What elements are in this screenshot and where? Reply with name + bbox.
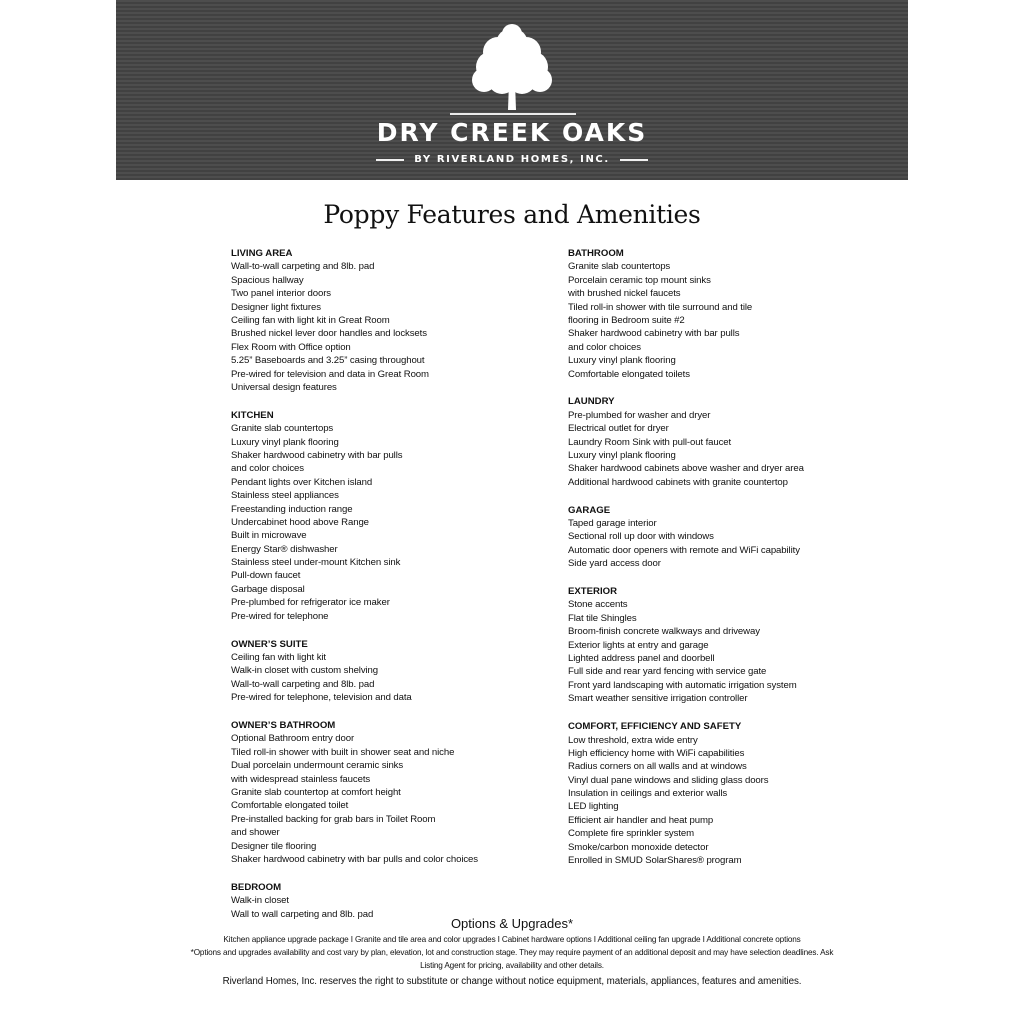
feature-item: Porcelain ceramic top mount sinks	[568, 274, 711, 286]
feature-item: Flat tile Shingles	[568, 612, 637, 624]
feature-item: Wall-to-wall carpeting and 8lb. pad	[231, 261, 375, 273]
feature-item: Comfortable elongated toilet	[231, 800, 349, 812]
feature-item: Sectional roll up door with windows	[568, 531, 714, 543]
feature-item: 5.25” Baseboards and 3.25” casing throughout	[231, 355, 425, 367]
subtitle-dash-right	[620, 159, 648, 161]
section-heading: LIVING AREA	[231, 248, 293, 259]
feature-item: Stone accents	[568, 599, 628, 611]
feature-section	[231, 719, 551, 866]
feature-item: Walk-in closet	[231, 895, 289, 907]
feature-item: Enrolled in SMUD SolarShares® program	[568, 855, 742, 867]
feature-item: Granite slab countertops	[231, 423, 334, 435]
feature-item: and color choices	[231, 463, 304, 475]
feature-item: Energy Star® dishwasher	[231, 543, 338, 555]
options-title: Options & Upgrades*	[450, 916, 574, 931]
features-right-column	[568, 247, 898, 882]
feature-item: Luxury vinyl plank flooring	[568, 355, 676, 367]
feature-item: Two panel interior doors	[231, 288, 331, 300]
feature-item: Pull-down faucet	[231, 570, 301, 582]
brand-name: DRY CREEK OAKS	[376, 118, 648, 147]
feature-item: Pre-wired for telephone	[231, 610, 329, 622]
feature-item: Tiled roll-in shower with built in shower seat and niche	[231, 746, 455, 758]
feature-item: Smart weather sensitive irrigation controller	[568, 693, 748, 705]
feature-item: Built in microwave	[231, 530, 307, 542]
feature-item: Designer tile flooring	[231, 840, 317, 852]
options-note: *Options and upgrades availability and cost vary by plan, elevation, lot and construction stage. They may require payment of an additional deposit and may have selection deadlines. Ask Listing Agent for pricing, availability and other details.	[190, 948, 834, 970]
disclaimer: Riverland Homes, Inc. reserves the right to substitute or change without notice equipment, materials, appliances, features and amenities.	[222, 976, 802, 987]
feature-item: Side yard access door	[568, 558, 661, 570]
feature-item: Stainless steel under-mount Kitchen sink	[231, 557, 401, 569]
feature-item: Optional Bathroom entry door	[231, 733, 355, 745]
section-heading: LAUNDRY	[568, 396, 615, 408]
section-heading: KITCHEN	[231, 409, 274, 421]
feature-item: Ceiling fan with light kit in Great Room	[231, 314, 390, 326]
feature-item: Flex Room with Office option	[231, 341, 351, 353]
section-heading: GARAGE	[568, 504, 611, 516]
feature-item: Granite slab countertops	[568, 261, 671, 273]
feature-item: Universal design features	[231, 381, 337, 393]
feature-item: Electrical outlet for dryer	[568, 423, 669, 435]
feature-item: Broom-finish concrete walkways and driveway	[568, 626, 760, 638]
feature-item: Pendant lights over Kitchen island	[231, 476, 373, 488]
feature-item: Shaker hardwood cabinetry with bar pulls	[568, 328, 740, 340]
feature-item: Freestanding induction range	[231, 503, 353, 515]
feature-item: Luxury vinyl plank flooring	[231, 436, 339, 448]
feature-item: Shaker hardwood cabinetry with bar pulls and color choices	[231, 853, 478, 865]
feature-section	[568, 395, 898, 489]
feature-item: Exterior lights at entry and garage	[568, 639, 709, 651]
feature-section	[568, 247, 898, 381]
feature-item: Taped garage interior	[568, 518, 657, 530]
feature-section	[231, 881, 551, 921]
feature-section	[568, 504, 898, 571]
feature-item: Pre-plumbed for refrigerator ice maker	[231, 597, 390, 609]
feature-item: Tiled roll-in shower with tile surround and tile	[568, 301, 753, 313]
feature-item: Brushed nickel lever door handles and locksets	[231, 328, 427, 340]
feature-item: Lighted address panel and doorbell	[568, 653, 715, 665]
feature-item: Garbage disposal	[231, 583, 305, 595]
features-left-column	[231, 247, 551, 935]
feature-item: Wall-to-wall carpeting and 8lb. pad	[231, 678, 375, 690]
feature-item: Designer light fixtures	[231, 301, 321, 313]
feature-item: Dual porcelain undermount ceramic sinks	[231, 760, 404, 772]
section-heading: COMFORT, EFFICIENCY AND SAFETY	[568, 721, 742, 733]
feature-item: Front yard landscaping with automatic irrigation system	[568, 679, 797, 691]
feature-item: Stainless steel appliances	[231, 490, 339, 502]
feature-section	[231, 409, 551, 623]
feature-section	[568, 720, 898, 867]
feature-item: Luxury vinyl plank flooring	[568, 449, 676, 461]
feature-item: Undercabinet hood above Range	[231, 516, 369, 528]
feature-item: Pre-wired for television and data in Great Room	[231, 368, 429, 380]
feature-item: LED lighting	[568, 801, 619, 813]
feature-item: Spacious hallway	[231, 274, 304, 286]
feature-item: Pre-installed backing for grab bars in Toilet Room	[231, 813, 436, 825]
feature-item: Laundry Room Sink with pull-out faucet	[568, 436, 732, 448]
feature-item: Vinyl dual pane windows and sliding glass doors	[568, 774, 769, 786]
feature-item: Ceiling fan with light kit	[231, 651, 326, 663]
brand-subtitle: BY RIVERLAND HOMES, INC.	[414, 154, 610, 165]
feature-item: Pre-plumbed for washer and dryer	[568, 409, 711, 421]
section-heading: BEDROOM	[231, 881, 282, 893]
page-title: Poppy Features and Amenities	[323, 200, 701, 229]
feature-item: Wall to wall carpeting and 8lb. pad	[231, 908, 374, 920]
feature-section	[568, 585, 898, 706]
feature-item: Low threshold, extra wide entry	[568, 734, 698, 746]
feature-item: Shaker hardwood cabinetry with bar pulls	[231, 449, 403, 461]
brand-subtitle-row	[116, 154, 908, 165]
feature-item: Granite slab countertop at comfort height	[231, 786, 401, 798]
options-list: Kitchen appliance upgrade package I Granite and tile area and color upgrades I Cabinet hardware options I Additional ceiling fan upgrade I Additional concrete options	[223, 935, 801, 944]
feature-section	[231, 638, 551, 705]
feature-item: Radius corners on all walls and at windows	[568, 761, 747, 773]
feature-item: Automatic door openers with remote and WiFi capability	[568, 544, 800, 556]
feature-item: Additional hardwood cabinets with granite countertop	[568, 476, 788, 488]
subtitle-dash-left	[376, 159, 404, 161]
section-heading: OWNER’S BATHROOM	[231, 720, 336, 731]
feature-item: Efficient air handler and heat pump	[568, 814, 714, 826]
feature-item: Shaker hardwood cabinets above washer and dryer area	[568, 463, 804, 475]
section-heading: EXTERIOR	[568, 586, 618, 598]
feature-item: Smoke/carbon monoxide detector	[568, 841, 709, 853]
feature-item: Comfortable elongated toilets	[568, 368, 690, 380]
feature-item: Full side and rear yard fencing with service gate	[568, 666, 767, 678]
feature-item: and shower	[231, 827, 280, 839]
section-heading: BATHROOM	[568, 248, 624, 259]
feature-section	[231, 247, 551, 394]
feature-item: flooring in Bedroom suite #2	[568, 314, 685, 326]
feature-item: Walk-in closet with custom shelving	[231, 665, 379, 677]
feature-item: Complete fire sprinkler system	[568, 828, 695, 840]
section-heading: OWNER’S SUITE	[231, 638, 308, 650]
oak-tree-icon	[462, 22, 562, 114]
brand-banner	[116, 0, 908, 180]
feature-item: High efficiency home with WiFi capabilities	[568, 747, 745, 759]
feature-item: with brushed nickel faucets	[568, 288, 681, 300]
feature-item: Pre-wired for telephone, television and data	[231, 692, 412, 704]
feature-item: with widespread stainless faucets	[231, 773, 371, 785]
feature-item: Insulation in ceilings and exterior walls	[568, 788, 728, 800]
logo-divider	[450, 113, 576, 115]
feature-item: and color choices	[568, 341, 641, 353]
